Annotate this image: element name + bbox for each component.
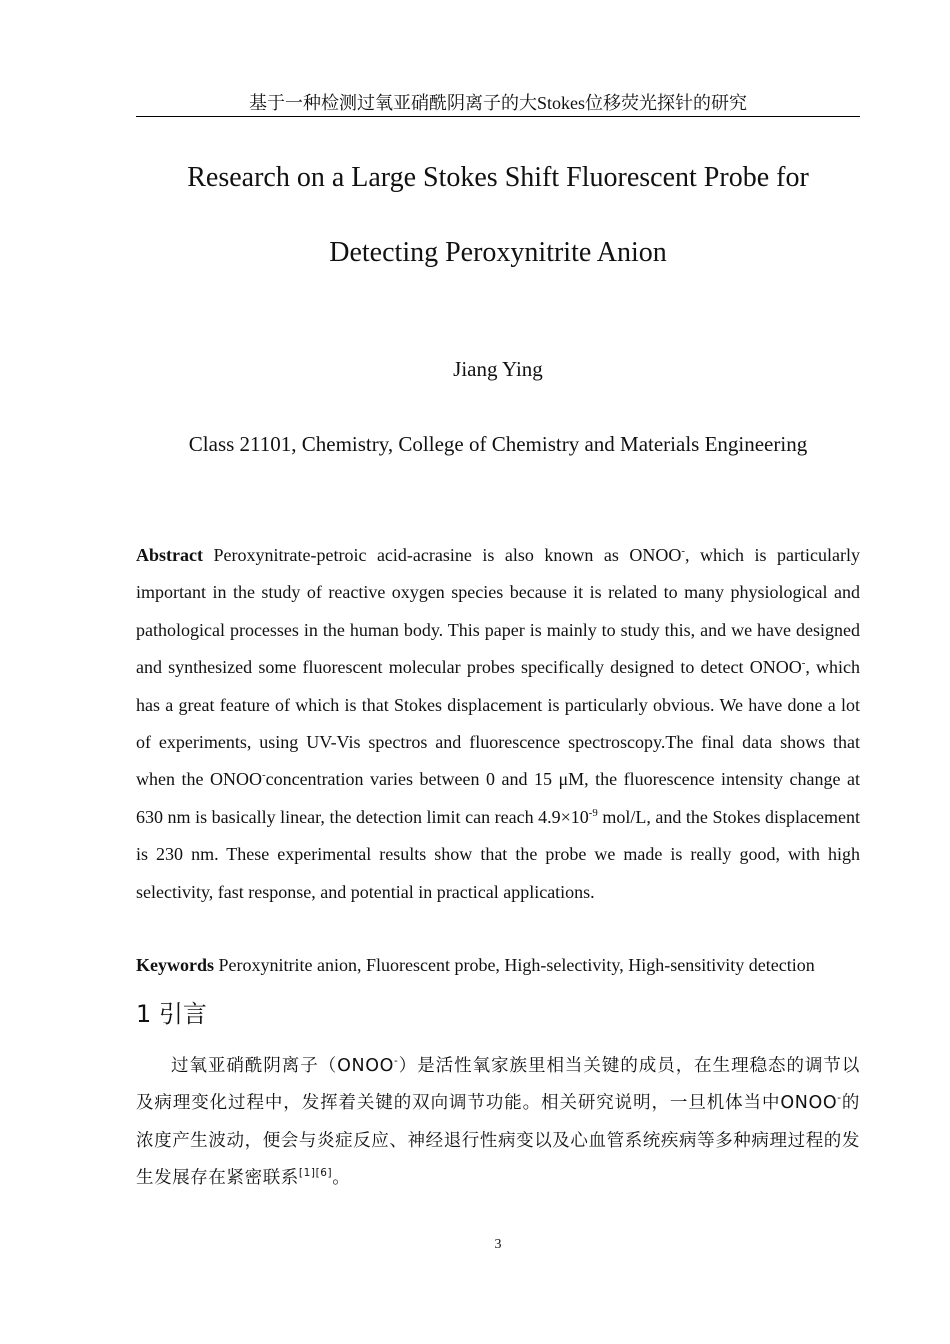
intro-sup-1: - <box>394 1055 399 1068</box>
abstract-sup-2: - <box>801 657 806 670</box>
keywords-line <box>136 950 860 980</box>
abstract-text-3: , which has a great feature of which is that Stokes displacement is particularly obvious. We have done a lot of experiments, using UV-Vis spectros and fluorescence spectroscopy.The final data shows that when the ONOO <box>136 657 860 790</box>
abstract-label: Abstract <box>136 545 203 565</box>
abstract-sup-3: - <box>261 769 266 782</box>
intro-sup-2: - <box>837 1092 842 1105</box>
citation-ref[interactable]: [1][6] <box>298 1167 333 1180</box>
intro-text-4: 。 <box>332 1167 351 1188</box>
author-affiliation: Class 21101, Chemistry, College of Chemistry and Materials Engineering <box>188 432 808 456</box>
author-name: Jiang Ying <box>453 357 543 381</box>
abstract-sup-4: -9 <box>588 806 598 819</box>
intro-text-2: ）是活性氧家族里相当关键的成员，在生理稳态的调节以及病理变化过程中，发挥着关键的双向调节功能。相关研究说明，一旦机体当中ONOO <box>136 1056 860 1114</box>
section-heading-introduction: 1 引言 <box>136 1000 207 1028</box>
title-line-2: Detecting Peroxynitrite Anion <box>329 237 667 268</box>
title-line-1: Research on a Large Stokes Shift Fluorescent Probe for <box>187 162 809 193</box>
intro-text-1: 过氧亚硝酰阴离子（ONOO <box>171 1056 394 1076</box>
introduction-paragraph <box>136 1048 860 1197</box>
abstract-sup-1: - <box>681 545 686 557</box>
page-number: 3 <box>494 1237 502 1252</box>
paper-title <box>136 140 860 290</box>
keywords-label: Keywords <box>136 955 214 975</box>
abstract-text-2: , which is particularly important in the study of reactive oxygen species because it is related to many physiological and pathological processes in the human body. This paper is mainly to study this, and we have designed and synthesized some fluorescent molecular probes specifically designed to detect ONOO <box>136 545 860 678</box>
keywords-text: Peroxynitrite anion, Fluorescent probe, High-selectivity, High-sensitivity detection <box>214 955 815 975</box>
abstract-text-4: concentration varies between 0 and 15 μM, the fluorescence intensity change at 630 nm is basically linear, the detection limit can reach 4.9×10 <box>136 769 860 827</box>
abstract-text-5: mol/L, and the Stokes displacement is 230 nm. These experimental results show that the probe we made is really good, with high selectivity, fast response, and potential in practical applications. <box>136 806 860 902</box>
running-title: 基于一种检测过氧亚硝酰阴离子的大Stokes位移荧光探针的研究 <box>248 93 747 113</box>
intro-text-3: 的浓度产生波动，便会与炎症反应、神经退行性病变以及心血管系统疾病等多种病理过程的发生发展存在紧密联系 <box>136 1093 861 1188</box>
abstract-text-1: Peroxynitrate-petroic acid-acrasine is also known as ONOO <box>202 545 682 565</box>
abstract-paragraph <box>136 537 860 911</box>
running-header <box>136 92 860 117</box>
